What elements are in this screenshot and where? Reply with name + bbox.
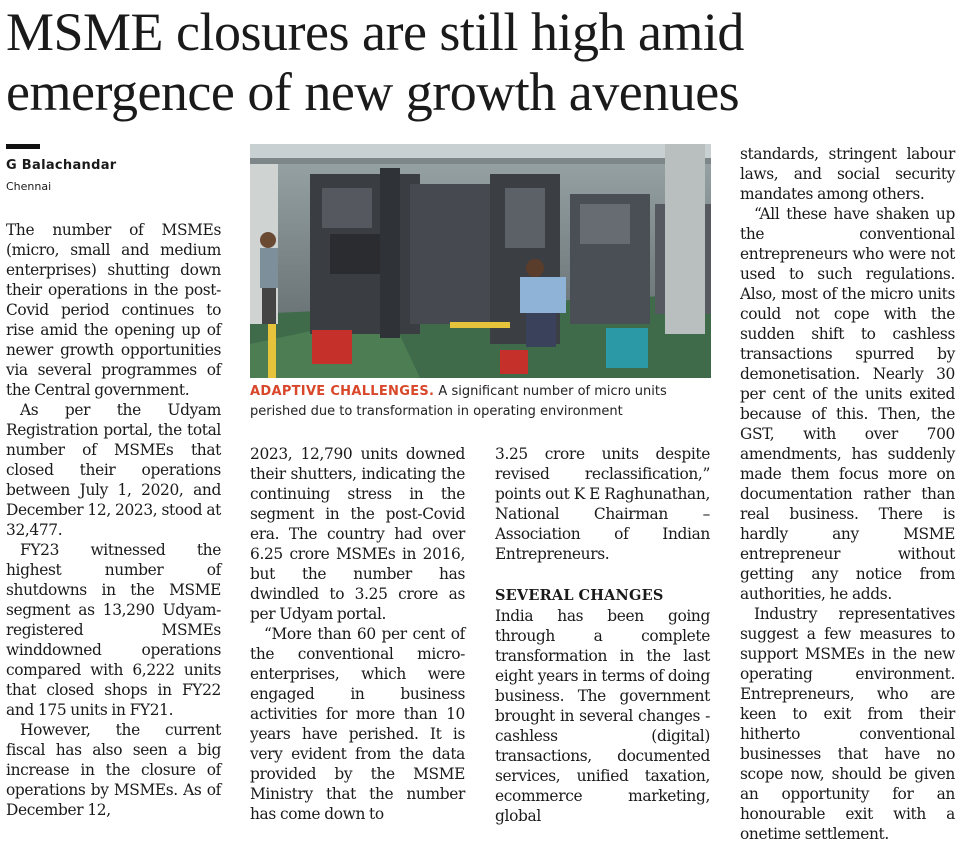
- article-column-1: [6, 220, 221, 820]
- caption-kicker: ADAPTIVE CHALLENGES.: [250, 384, 435, 399]
- article-column-4: [740, 144, 955, 844]
- article-column-3: [495, 444, 710, 826]
- article-column-2: [250, 444, 465, 824]
- byline-location: Chennai: [6, 180, 52, 193]
- byline-author: G Balachandar: [6, 158, 117, 173]
- paragraph: “All these have shaken up the conventional entrepreneurs who were not used to such regulations. Also, most of the micro units could not cope with the sudden shift to cashless transactions spurred by demonetisation. Nearly 30 per cent of the units exited because of this. Then, the GST, with over 700 amendments, has suddenly made them focus more on documentation rather than real business. There is hardly any MSME entrepreneur without getting any notice from authorities, he adds.: [740, 205, 955, 603]
- paragraph: India has been going through a complete transformation in the last eight years in terms of doing business. The government brought in several changes - cashless (digital) transactions, documented services, unified taxation, ecommerce marketing, global: [495, 607, 710, 825]
- paragraph: “More than 60 per cent of the conventional micro-enterprises, which were engaged in business activities for more than 10 years have perished. It is very evident from the data provided by the MSME Ministry that the number has come down to: [250, 625, 465, 823]
- paragraph: FY23 witnessed the highest number of shutdowns in the MSME segment as 13,290 Udyam-registered MSMEs winddowned operations compared with 6,222 units that closed shops in FY22 and 175 units in FY21.: [6, 541, 221, 719]
- paragraph: standards, stringent labour laws, and social security mandates among others.: [740, 145, 955, 203]
- byline-rule: [6, 144, 40, 149]
- paragraph: Industry representatives suggest a few measures to support MSMEs in the new operating environment. Entrepreneurs, who are keen to exit from their hitherto conventional businesses that have no scope now, should be given an opportunity for an honourable exit with a onetime settlement.: [740, 605, 955, 843]
- paragraph: 2023, 12,790 units downed their shutters, indicating the continuing stress in the segment in the post-Covid era. The country had over 6.25 crore MSMEs in 2016, but the number has dwindled to 3.25 crore as per Udyam portal.: [250, 445, 465, 623]
- caption-text: A significant number of micro units perished due to transformation in operating environment: [250, 384, 667, 419]
- photo-caption: [250, 382, 711, 422]
- paragraph: 3.25 crore units despite revised reclassification,” points out K E Raghunathan, National Chairman – Association of Indian Entrepreneurs.: [495, 445, 710, 563]
- section-subheading: SEVERAL CHANGES: [495, 587, 664, 604]
- headline: MSME closures are still high amid emergence of new growth avenues: [6, 2, 744, 122]
- paragraph: However, the current fiscal has also seen a big increase in the closure of operations by MSMEs. As of December 12,: [6, 721, 221, 819]
- factory-photo-illustration: [250, 144, 711, 378]
- paragraph: As per the Udyam Registration portal, the total number of MSMEs that closed their operations between July 1, 2020, and December 12, 2023, stood at 32,477.: [6, 401, 221, 539]
- paragraph: The number of MSMEs (micro, small and medium enterprises) shutting down their operations in the post-Covid period continues to rise amid the opening up of newer growth opportunities via several programmes of the Central government.: [6, 221, 221, 399]
- article-photo: [250, 144, 711, 378]
